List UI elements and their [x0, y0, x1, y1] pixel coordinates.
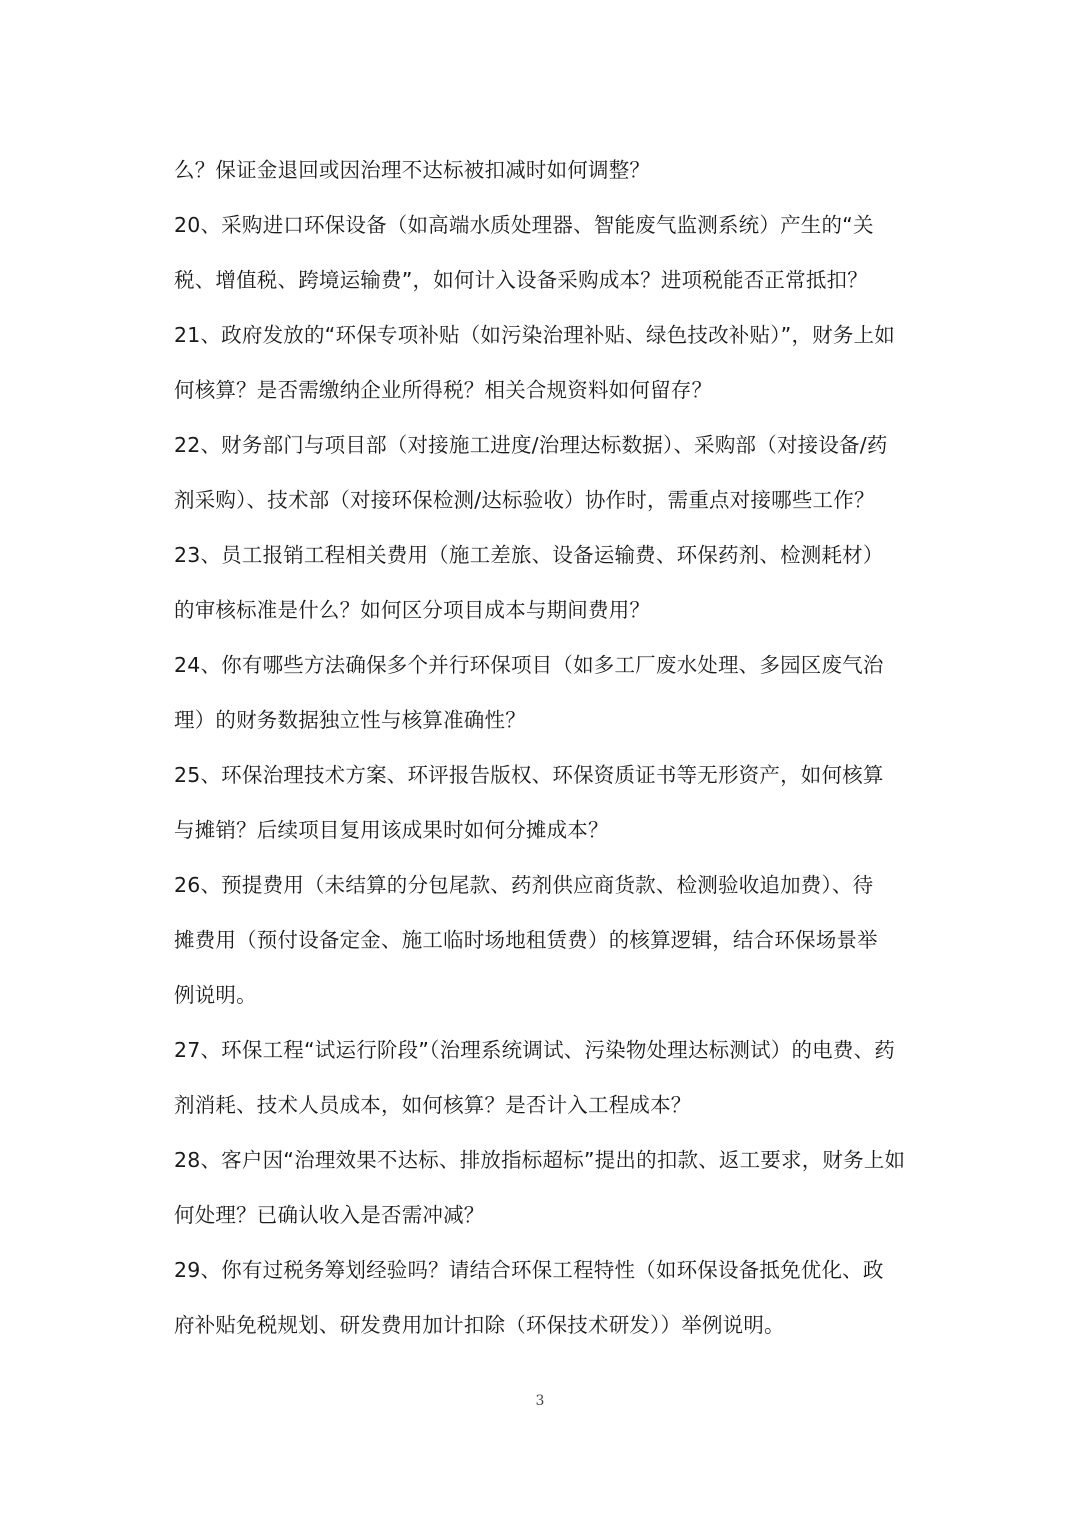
- text-line: 何核算？是否需缴纳企业所得税？相关合规资料如何留存？: [174, 378, 713, 402]
- text-line: 的审核标准是什么？如何区分项目成本与期间费用？: [174, 598, 651, 622]
- body-text: [174, 150, 914, 1360]
- text-line: 理）的财务数据独立性与核算准确性？: [174, 708, 526, 732]
- text-line: 剂消耗、技术人员成本，如何核算？是否计入工程成本？: [174, 1093, 692, 1117]
- text-line: 例说明。: [174, 983, 257, 1007]
- text-line: 税、增值税、跨境运输费”，如何计入设备采购成本？进项税能否正常抵扣？: [174, 268, 868, 292]
- text-line: 23、员工报销工程相关费用（施工差旅、设备运输费、环保药剂、检测耗材）: [174, 543, 884, 567]
- text-line: 22、财务部门与项目部（对接施工进度/治理达标数据）、采购部（对接设备/药: [174, 433, 888, 457]
- text-line: 剂采购）、技术部（对接环保检测/达标验收）协作时，需重点对接哪些工作？: [174, 488, 875, 512]
- text-line: 府补贴免税规划、研发费用加计扣除（环保技术研发））举例说明。: [174, 1313, 785, 1337]
- text-line: 何处理？已确认收入是否需冲减？: [174, 1203, 485, 1227]
- text-line: 20、采购进口环保设备（如高端水质处理器、智能废气监测系统）产生的“关: [174, 213, 874, 237]
- text-line: 28、客户因“治理效果不达标、排放指标超标”提出的扣款、返工要求，财务上如: [174, 1148, 906, 1172]
- text-line: 26、预提费用（未结算的分包尾款、药剂供应商货款、检测验收追加费）、待: [174, 873, 874, 897]
- page-number: 3: [535, 1393, 545, 1409]
- text-line: 25、环保治理技术方案、环评报告版权、环保资质证书等无形资产，如何核算: [174, 763, 884, 787]
- text-line: 与摊销？后续项目复用该成果时如何分摊成本？: [174, 818, 609, 842]
- text-line: 么？保证金退回或因治理不达标被扣减时如何调整？: [174, 158, 651, 182]
- text-line: 摊费用（预付设备定金、施工临时场地租赁费）的核算逻辑，结合环保场景举: [174, 928, 878, 952]
- text-line: 29、你有过税务筹划经验吗？请结合环保工程特性（如环保设备抵免优化、政: [174, 1258, 884, 1282]
- text-line: 27、环保工程“试运行阶段”（治理系统调试、污染物处理达标测试）的电费、药: [174, 1038, 895, 1062]
- text-line: 21、政府发放的“环保专项补贴（如污染治理补贴、绿色技改补贴）”，财务上如: [174, 323, 895, 347]
- text-line: 24、你有哪些方法确保多个并行环保项目（如多工厂废水处理、多园区废气治: [174, 653, 884, 677]
